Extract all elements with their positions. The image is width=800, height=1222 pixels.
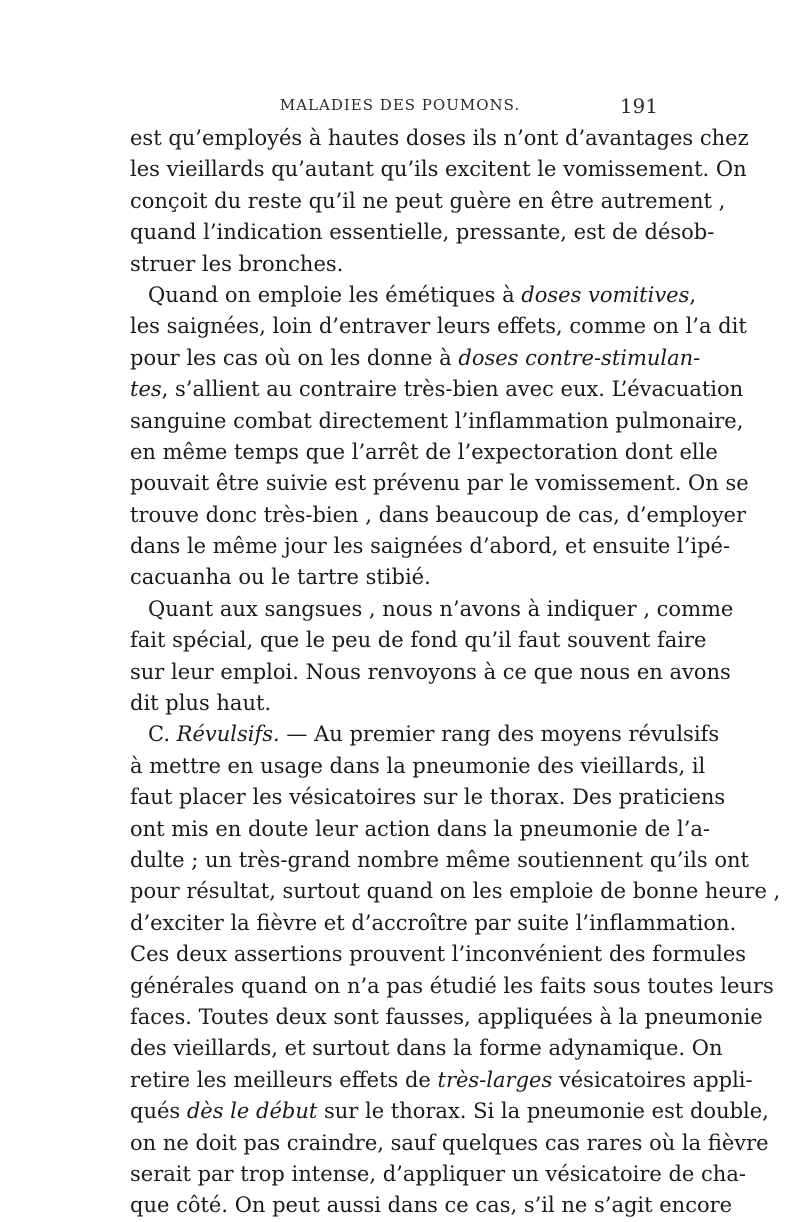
text-segment: pour résultat, surtout quand on les emploie de bonne heure , bbox=[130, 879, 781, 904]
text-line bbox=[130, 1128, 769, 1159]
text-segment: d’exciter la fièvre et d’accroître par suite l’inflammation. bbox=[130, 910, 737, 935]
text-line bbox=[130, 500, 747, 531]
text-segment: Quand on emploie les émétiques à bbox=[148, 282, 522, 307]
text-line bbox=[130, 876, 781, 907]
text-segment: Ces deux assertions prouvent l’inconvénient des formules bbox=[130, 942, 747, 967]
text-line bbox=[130, 280, 697, 311]
text-line bbox=[130, 562, 670, 593]
text-segment: on ne doit pas craindre, sauf quelques cas rares où la fièvre bbox=[130, 1130, 769, 1155]
italic-segment: dès le début bbox=[186, 1099, 318, 1124]
text-segment: pouvait être suivie est prévenu par le vomissement. On se bbox=[130, 471, 749, 496]
text-segment: faces. Toutes deux sont fausses, appliquées à la pneumonie bbox=[130, 1004, 763, 1029]
text-segment: faut placer les vésicatoires sur le thorax. Des praticiens bbox=[130, 785, 726, 810]
italic-segment: doses contre-stimulan- bbox=[458, 345, 701, 370]
text-segment: serait par trop intense, d’appliquer un vésicatoire de cha- bbox=[130, 1161, 746, 1186]
text-line bbox=[130, 374, 744, 405]
text-line bbox=[130, 123, 749, 154]
text-segment: sur le thorax. Si la pneumonie est double, bbox=[317, 1099, 769, 1124]
text-line bbox=[130, 782, 726, 813]
text-line bbox=[130, 688, 670, 719]
text-segment: à mettre en usage dans la pneumonie des vieillards, il bbox=[130, 753, 706, 778]
text-line bbox=[130, 406, 744, 437]
text-line bbox=[130, 657, 731, 688]
text-line bbox=[130, 971, 774, 1002]
text-line bbox=[130, 186, 726, 217]
text-line bbox=[130, 594, 734, 625]
text-segment: dans le même jour les saignées d’abord, et ensuite l’ipé- bbox=[130, 534, 731, 559]
text-line bbox=[130, 814, 711, 845]
text-line bbox=[130, 625, 707, 656]
text-segment: en même temps que l’arrêt de l’expectoration dont elle bbox=[130, 439, 718, 464]
text-line bbox=[130, 249, 670, 280]
text-line bbox=[130, 845, 749, 876]
text-line bbox=[130, 343, 701, 374]
text-line bbox=[130, 1033, 723, 1064]
text-segment: sur leur emploi. Nous renvoyons à ce que nous en avons bbox=[130, 659, 731, 684]
text-line bbox=[130, 1065, 753, 1096]
text-segment: fait spécial, que le peu de fond qu’il faut souvent faire bbox=[130, 628, 707, 653]
text-line bbox=[130, 437, 718, 468]
body-text bbox=[130, 123, 781, 1222]
text-segment: les vieillards qu’autant qu’ils excitent le vomissement. On bbox=[130, 157, 747, 182]
text-line bbox=[130, 939, 747, 970]
text-segment: les saignées, loin d’entraver leurs effets, comme on l’a dit bbox=[130, 314, 747, 339]
text-line bbox=[130, 154, 747, 185]
text-segment: des vieillards, et surtout dans la forme adynamique. On bbox=[130, 1036, 723, 1061]
text-segment: dulte ; un très-grand nombre même soutiennent qu’ils ont bbox=[130, 847, 749, 872]
text-segment: , bbox=[689, 282, 697, 307]
text-line bbox=[130, 217, 715, 248]
text-line bbox=[130, 908, 737, 939]
text-line bbox=[130, 1190, 733, 1221]
text-segment: est qu’employés à hautes doses ils n’ont d’avantages chez bbox=[130, 126, 749, 150]
text-line bbox=[130, 531, 731, 562]
text-segment: qués bbox=[130, 1099, 187, 1124]
text-segment: pour les cas où on les donne à bbox=[130, 345, 459, 370]
text-segment: retire les meilleurs effets de bbox=[130, 1067, 438, 1092]
page-header bbox=[130, 96, 670, 122]
italic-segment: tes bbox=[130, 377, 162, 402]
italic-segment: Révulsifs. bbox=[176, 722, 280, 747]
text-segment: que côté. On peut aussi dans ce cas, s’il ne s’agit encore bbox=[130, 1193, 733, 1218]
text-segment: conçoit du reste qu’il ne peut guère en être autrement , bbox=[130, 188, 726, 213]
text-segment: — Au premier rang des moyens révulsifs bbox=[279, 722, 720, 747]
text-line bbox=[130, 1002, 763, 1033]
page-number: 191 bbox=[619, 94, 658, 118]
text-line bbox=[130, 719, 720, 750]
text-segment: , s’allient au contraire très-bien avec eux. L’évacuation bbox=[161, 377, 744, 402]
italic-segment: très-larges bbox=[437, 1067, 553, 1092]
text-segment: sanguine combat directement l’inflammation pulmonaire, bbox=[130, 408, 744, 433]
text-line bbox=[130, 751, 706, 782]
text-segment: quand l’indication essentielle, pressante, est de désob- bbox=[130, 220, 715, 245]
text-segment: vésicatoires appli- bbox=[552, 1067, 753, 1092]
text-line bbox=[130, 1159, 746, 1190]
text-line bbox=[130, 1096, 769, 1127]
text-segment: Quant aux sangsues , nous n’avons à indiquer , comme bbox=[148, 596, 734, 621]
text-segment: générales quand on n’a pas étudié les faits sous toutes leurs bbox=[130, 973, 774, 998]
text-segment: struer les bronches. bbox=[130, 251, 344, 276]
italic-segment: doses vomitives bbox=[521, 282, 690, 307]
text-line bbox=[130, 311, 747, 342]
text-segment: ont mis en doute leur action dans la pneumonie de l’a- bbox=[130, 816, 711, 841]
text-segment: trouve donc très-bien , dans beaucoup de cas, d’employer bbox=[130, 502, 747, 527]
running-head: MALADIES DES POUMONS. bbox=[279, 96, 521, 114]
text-line bbox=[130, 468, 749, 499]
text-segment: cacuanha ou le tartre stibié. bbox=[130, 565, 431, 590]
text-segment: C. bbox=[148, 722, 177, 747]
text-segment: dit plus haut. bbox=[130, 691, 272, 716]
